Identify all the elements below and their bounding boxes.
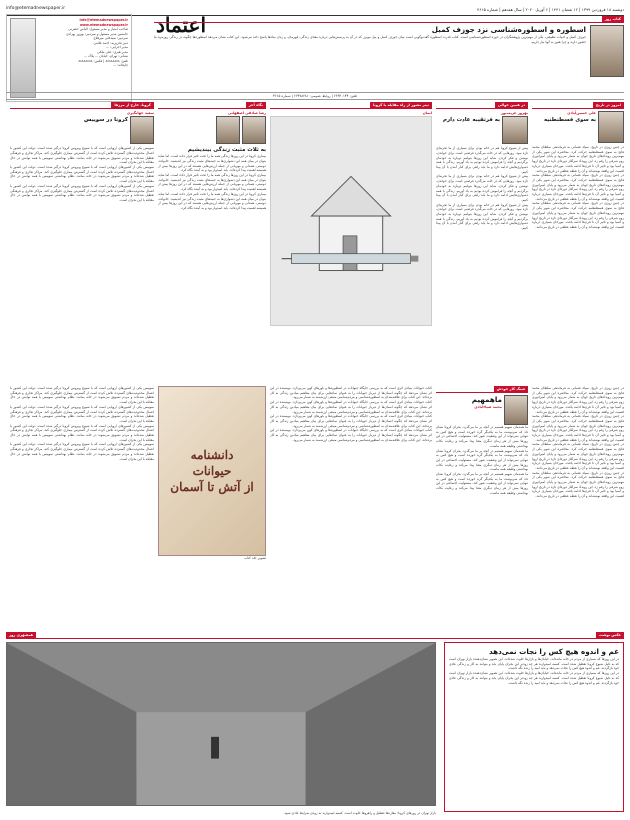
- photo-story-body: در این روزها که بسیاری از مردم در خانه مانده‌اند، خیابان‌ها و بازارها خلوت شده‌اند. این تصویر نشان‌دهنده بازار تهران است که به دلیل شیوع کرونا تعطیل شده است. کسبه امیدوارند هر چه زودتر این بحران پایان یابد و بتوانند به کار و زندگی عادی خود بازگردند. غم و اندوه هیچ کس را نجات نمی‌دهد و باید امید را زنده نگه داشت.: [449, 671, 619, 685]
- article-title[interactable]: ماهمهیم: [471, 395, 502, 404]
- section-tag: در همین حوالی: [495, 102, 528, 108]
- article-body: ما همه‌مان سهیم هستیم در آنچه بر ما می‌گذرد. بحران کرونا نشان داد که سرنوشت ما به یکدیگر گره خورده است و هیچ کس به تنهایی نمی‌تواند از این وضعیت عبور کند. مسئولیت اجتماعی در این روزها بیش از هر زمان دیگری معنا پیدا می‌کند و رعایت نکات بهداشتی وظیفه همه ماست.: [436, 472, 528, 495]
- article-body: کتاب حیوانات بنیادی اثری است که به بررسی جایگاه حیوانات در اسطوره‌ها و باورهای کهن می‌پردازد. نویسنده در این اثر نشان می‌دهد که چگونه انسان‌ها از دیرباز حیوانات را به عنوان نمادهایی برای بیان مفاهیم بنیادین زندگی به کار برده‌اند. این کتاب برای علاقه‌مندان به اسطوره‌شناسی و مردم‌شناسی منبعی ارزشمند به شمار می‌رود.: [270, 386, 432, 400]
- masthead: [6, 14, 132, 102]
- masthead-line: چاپخانه: ...: [112, 63, 128, 67]
- masthead-line: نشانی: تهران، خیابان ... پلاک ...: [83, 54, 128, 58]
- column-we-all: [436, 386, 528, 630]
- article-body: کتاب حیوانات بنیادی اثری است که به بررسی جایگاه حیوانات در اسطوره‌ها و باورهای کهن می‌پردازد. نویسنده در این اثر نشان می‌دهد که چگونه انسان‌ها از دیرباز حیوانات را به عنوان نمادهایی برای بیان مفاهیم بنیادین زندگی به کار برده‌اند. این کتاب برای علاقه‌مندان به اسطوره‌شناسی و مردم‌شناسی منبعی ارزشمند به شمار می‌رود.: [270, 428, 432, 442]
- author-photo: [502, 116, 528, 144]
- column-history: [532, 102, 624, 384]
- issue-date: دوشنبه ۱۸ فروردین ۱۳۹۹ | ۱۲ شعبان ۱۴۴۱ | ۶ آوریل ۲۰۲۰ | سال هفدهم | شماره ۴۶۱۵: [477, 6, 624, 12]
- article-body: بیماری کرونا در این روزها زندگی همه ما را تحت تاثیر قرار داده است. اما شاید بتوان در میان همه این دشواری‌ها به جنبه‌های مثبت زندگی نیز اندیشید. خانواده، دوستی، همدلی و مهربانی از جمله ارزش‌هایی هستند که در این روزها بیش از همیشه اهمیت پیدا کرده‌اند. باید امیدوار بود و به آینده نگاه کرد.: [158, 154, 266, 173]
- column-nearby: [436, 102, 528, 384]
- newspaper-logo: اعتماد: [155, 13, 207, 37]
- column-book-art: [158, 386, 266, 630]
- author-photo: [242, 116, 266, 144]
- column-book: [270, 386, 432, 630]
- photo-story-text: [444, 642, 624, 812]
- article-body: پیش از شیوع کرونا هم در خانه بودن برای بسیاری از ما تجربه‌ای تازه نبود. روزهایی که در خانه می‌گذرد فرصتی است برای خواندن، نوشتن و فکر کردن. شاید این روزها بتوانیم دوباره به خودمان برگردیم و آنچه را فراموش کرده بودیم به یاد آوریم. زندگی با همه دشواری‌هایش ادامه دارد و ما باید راهی برای کنار آمدن با آن پیدا کنیم.: [436, 202, 528, 231]
- section-tag: کرونا، خارج از مرزها: [111, 102, 154, 108]
- book-cover-art: [158, 386, 266, 556]
- art-line: از آتش تا آسمان: [170, 480, 254, 494]
- art-line: حیوانات: [192, 464, 232, 478]
- article-body: در چنین روزی در تاریخ، سپاه عثمانی به فرماندهی سلطان محمد فاتح به سوی قسطنطنیه حرکت کرد. محاصره این شهر یکی از مهم‌ترین رویدادهای تاریخ جهان به شمار می‌رود و پایان امپراتوری روم شرقی را رقم زد. این رویداد سرآغاز دوره‌ای تازه در تاریخ اروپا و آسیا بود و تاثیر آن تا قرن‌ها ادامه یافت. مورخان بسیاری درباره اهمیت این واقعه نوشته‌اند و آن را نقطه عطفی در تاریخ می‌دانند.: [532, 442, 624, 470]
- section-tag: تیتر مصور از راه مقابله با کرونا: [370, 102, 432, 108]
- author-name: علی حسین‌آبادی: [567, 111, 596, 115]
- info-strip: تلفن: ۶۶۹۴۰۱۴۴ | روابط عمومی: ۶۶۴۷۸۶۸۱ | شماره ۴۶۱۵: [6, 92, 624, 100]
- article-title[interactable]: به ثلاث مثبت زندگی بیندیشیم: [187, 147, 266, 154]
- author-name: محمد ضیاءآبادی: [474, 405, 502, 409]
- author-name: سعید جهانگیری: [126, 111, 154, 115]
- masthead-line: سردبیر: سیدعلی میرفلاح: [93, 36, 128, 40]
- author-photo: [598, 111, 624, 143]
- masthead-line: مدیر اجرایی: ...: [106, 45, 128, 49]
- article-title[interactable]: به سوی فسطنطنیه: [543, 117, 596, 124]
- author-name: بهروز غریب‌پور: [500, 111, 528, 115]
- column-cartoon: [270, 102, 432, 384]
- cartoon-illustration: [270, 116, 432, 326]
- section-tag: امروز در تاریخ: [593, 102, 624, 108]
- article-title[interactable]: کرونا در سوییس: [83, 117, 128, 124]
- article-body: سوییس یکی از کشورهای اروپایی است که با شیوع ویروس کرونا درگیر شده است. دولت این کشور با اعمال محدودیت‌های گسترده تلاش کرده است از گسترش بیماری جلوگیری کند. مراکز تجاری و فرهنگی تعطیل شده‌اند و مردم تشویق می‌شوند در خانه بمانند. نظام بهداشتی سوییس با همه توانش در حال مقابله با این بحران است.: [10, 404, 154, 423]
- column-history-cont: [532, 386, 624, 630]
- column-foreign-cont: [10, 386, 154, 630]
- photo-section: [6, 632, 624, 816]
- bazaar-scene-icon: [7, 643, 435, 805]
- middle-row: [6, 386, 624, 630]
- article-body: ما همه‌مان سهیم هستیم در آنچه بر ما می‌گذرد. بحران کرونا نشان داد که سرنوشت ما به یکدیگر گره خورده است و هیچ کس به تنهایی نمی‌تواند از این وضعیت عبور کند. مسئولیت اجتماعی در این روزها بیش از هر زمان دیگری معنا پیدا می‌کند و رعایت نکات بهداشتی وظیفه همه ماست.: [436, 425, 528, 448]
- article-body: در چنین روزی در تاریخ، سپاه عثمانی به فرماندهی سلطان محمد فاتح به سوی قسطنطنیه حرکت کرد. محاصره این شهر یکی از مهم‌ترین رویدادهای تاریخ جهان به شمار می‌رود و پایان امپراتوری روم شرقی را رقم زد. این رویداد سرآغاز دوره‌ای تازه در تاریخ اروپا و آسیا بود و تاثیر آن تا قرن‌ها ادامه یافت. مورخان بسیاری درباره اهمیت این واقعه نوشته‌اند و آن را نقطه عطفی در تاریخ می‌دانند.: [532, 470, 624, 499]
- article-body: کتاب حیوانات بنیادی اثری است که به بررسی جایگاه حیوانات در اسطوره‌ها و باورهای کهن می‌پردازد. نویسنده در این اثر نشان می‌دهد که چگونه انسان‌ها از دیرباز حیوانات را به عنوان نمادهایی برای بیان مفاهیم بنیادین زندگی به کار برده‌اند. این کتاب برای علاقه‌مندان به اسطوره‌شناسی و مردم‌شناسی منبعی ارزشمند به شمار می‌رود.: [270, 400, 432, 414]
- article-body: سوییس یکی از کشورهای اروپایی است که با شیوع ویروس کرونا درگیر شده است. دولت این کشور با اعمال محدودیت‌های گسترده تلاش کرده است از گسترش بیماری جلوگیری کند. مراکز تجاری و فرهنگی تعطیل شده‌اند و مردم تشویق می‌شوند در خانه بمانند. نظام بهداشتی سوییس با همه توانش در حال مقابله با این بحران است.: [10, 183, 154, 202]
- section-tag: نگاه آخر: [246, 102, 266, 108]
- article-body: سوییس یکی از کشورهای اروپایی است که با شیوع ویروس کرونا درگیر شده است. دولت این کشور با اعمال محدودیت‌های گسترده تلاش کرده است از گسترش بیماری جلوگیری کند. مراکز تجاری و فرهنگی تعطیل شده‌اند و مردم تشویق می‌شوند در خانه بمانند. نظام بهداشتی سوییس با همه توانش در حال مقابله با این بحران است.: [10, 386, 154, 405]
- photo-caption: بازار تهران در روزهای کرونا؛ مغازه‌ها تعطیل و راهروها خلوت است. کسبه امیدوارند به زودی شرایط عادی شود.: [283, 811, 436, 816]
- article-body: ما همه‌مان سهیم هستیم در آنچه بر ما می‌گذرد. بحران کرونا نشان داد که سرنوشت ما به یکدیگر گره خورده است و هیچ کس به تنهایی نمی‌تواند از این وضعیت عبور کند. مسئولیت اجتماعی در این روزها بیش از هر زمان دیگری معنا پیدا می‌کند و رعایت نکات بهداشتی وظیفه همه ماست.: [436, 448, 528, 472]
- author-photo: [130, 116, 154, 144]
- masthead-image: [10, 18, 36, 98]
- art-line: دانشنامه: [190, 448, 234, 462]
- article-body: در چنین روزی در تاریخ، سپاه عثمانی به فرماندهی سلطان محمد فاتح به سوی قسطنطنیه حرکت کرد. محاصره این شهر یکی از مهم‌ترین رویدادهای تاریخ جهان به شمار می‌رود و پایان امپراتوری روم شرقی را رقم زد. این رویداد سرآغاز دوره‌ای تازه در تاریخ اروپا و آسیا بود و تاثیر آن تا قرن‌ها ادامه یافت. مورخان بسیاری درباره اهمیت این واقعه نوشته‌اند و آن را نقطه عطفی در تاریخ می‌دانند.: [532, 145, 624, 173]
- masthead-line: جانشین مدیر مسئول و سردبیر: بهروز بهزادی: [66, 31, 128, 36]
- masthead-line: تلفن: ۸۸۸۸۸۸۸۸ | فکس: ۸۸۸۸۸۸۸۸: [78, 58, 128, 63]
- article-body: در چنین روزی در تاریخ، سپاه عثمانی به فرماندهی سلطان محمد فاتح به سوی قسطنطنیه حرکت کرد. محاصره این شهر یکی از مهم‌ترین رویدادهای تاریخ جهان به شمار می‌رود و پایان امپراتوری روم شرقی را رقم زد. این رویداد سرآغاز دوره‌ای تازه در تاریخ اروپا و آسیا بود و تاثیر آن تا قرن‌ها ادامه یافت. مورخان بسیاری درباره اهمیت این واقعه نوشته‌اند و آن را نقطه عطفی در تاریخ می‌دانند.: [532, 414, 624, 442]
- columns-row: [6, 102, 624, 384]
- column-foreign: [10, 102, 154, 384]
- masthead-line: صاحب امتیاز و مدیر مسئول: الیاس حضرتی: [68, 27, 128, 31]
- header-email[interactable]: info@etemadnewspaper.ir: [6, 6, 66, 12]
- photo-story-body: در این روزها که بسیاری از مردم در خانه مانده‌اند، خیابان‌ها و بازارها خلوت شده‌اند. این تصویر نشان‌دهنده بازار تهران است که به دلیل شیوع کرونا تعطیل شده است. کسبه امیدوارند هر چه زودتر این بحران پایان یابد و بتوانند به کار و زندگی عادی خود بازگردند. غم و اندوه هیچ کس را نجات نمی‌دهد و باید امید را زنده نگه داشت.: [449, 657, 619, 671]
- top-story: [154, 16, 624, 92]
- author-photo: [590, 25, 624, 77]
- masthead-line: دبیر تحریریه: احمد غلامی: [93, 40, 128, 45]
- photo-story-title[interactable]: غم و اندوه هیچ کس را نجات نمی‌دهد: [488, 647, 619, 656]
- article-body: سوییس یکی از کشورهای اروپایی است که با شیوع ویروس کرونا درگیر شده است. دولت این کشور با اعمال محدودیت‌های گسترده تلاش کرده است از گسترش بیماری جلوگیری کند. مراکز تجاری و فرهنگی تعطیل شده‌اند و مردم تشویق می‌شوند در خانه بمانند. نظام بهداشتی سوییس با همه توانش در حال مقابله با این بحران است.: [10, 423, 154, 442]
- author-name: ایمان: [422, 111, 432, 115]
- author-photo: [504, 395, 528, 425]
- masthead-text: [39, 18, 128, 68]
- article-body: پیش از شیوع کرونا هم در خانه بودن برای بسیاری از ما تجربه‌ای تازه نبود. روزهایی که در خانه می‌گذرد فرصتی است برای خواندن، نوشتن و فکر کردن. شاید این روزها بتوانیم دوباره به خودمان برگردیم و آنچه را فراموش کرده بودیم به یاد آوریم. زندگی با همه دشواری‌هایش ادامه دارد و ما باید راهی برای کنار آمدن با آن پیدا کنیم.: [436, 146, 528, 174]
- art-caption: تصویر جلد کتاب: [244, 556, 266, 560]
- section-tag: کتاب روز: [602, 16, 624, 22]
- article-title[interactable]: به فرتقیبه عادت دارم: [443, 117, 500, 124]
- article-body: در چنین روزی در تاریخ، سپاه عثمانی به فرماندهی سلطان محمد فاتح به سوی قسطنطنیه حرکت کرد. محاصره این شهر یکی از مهم‌ترین رویدادهای تاریخ جهان به شمار می‌رود و پایان امپراتوری روم شرقی را رقم زد. این رویداد سرآغاز دوره‌ای تازه در تاریخ اروپا و آسیا بود و تاثیر آن تا قرن‌ها ادامه یافت. مورخان بسیاری درباره اهمیت این واقعه نوشته‌اند و آن را نقطه عطفی در تاریخ می‌دانند.: [532, 386, 624, 414]
- article-body: در چنین روزی در تاریخ، سپاه عثمانی به فرماندهی سلطان محمد فاتح به سوی قسطنطنیه حرکت کرد. محاصره این شهر یکی از مهم‌ترین رویدادهای تاریخ جهان به شمار می‌رود و پایان امپراتوری روم شرقی را رقم زد. این رویداد سرآغاز دوره‌ای تازه در تاریخ اروپا و آسیا بود و تاثیر آن تا قرن‌ها ادامه یافت. مورخان بسیاری درباره اهمیت این واقعه نوشته‌اند و آن را نقطه عطفی در تاریخ می‌دانند.: [532, 201, 624, 229]
- top-story-title[interactable]: اسطوره و اسطوره‌شناسی نزد جوزف کمبل: [431, 25, 586, 34]
- section-tag: عکس نوشت: [596, 632, 624, 638]
- syringe-house-icon: [271, 117, 431, 325]
- article-body: پیش از شیوع کرونا هم در خانه بودن برای بسیاری از ما تجربه‌ای تازه نبود. روزهایی که در خانه می‌گذرد فرصتی است برای خواندن، نوشتن و فکر کردن. شاید این روزها بتوانیم دوباره به خودمان برگردیم و آنچه را فراموش کرده بودیم به یاد آوریم. زندگی با همه دشواری‌هایش ادامه دارد و ما باید راهی برای کنار آمدن با آن پیدا کنیم.: [436, 174, 528, 202]
- article-body: سوییس یکی از کشورهای اروپایی است که با شیوع ویروس کرونا درگیر شده است. دولت این کشور با اعمال محدودیت‌های گسترده تلاش کرده است از گسترش بیماری جلوگیری کند. مراکز تجاری و فرهنگی تعطیل شده‌اند و مردم تشویق می‌شوند در خانه بمانند. نظام بهداشتی سوییس با همه توانش در حال مقابله با این بحران است.: [10, 165, 154, 184]
- article-body: سوییس یکی از کشورهای اروپایی است که با شیوع ویروس کرونا درگیر شده است. دولت این کشور با اعمال محدودیت‌های گسترده تلاش کرده است از گسترش بیماری جلوگیری کند. مراکز تجاری و فرهنگی تعطیل شده‌اند و مردم تشویق می‌شوند در خانه بمانند. نظام بهداشتی سوییس با همه توانش در حال مقابله با این بحران است.: [10, 146, 154, 165]
- top-story-body: جوزف کمبل و ادبیات تطبیقی، یکی از مهم‌ترین پژوهشگران در حوزه اسطوره‌شناسی است. کتاب قدرت اسطوره گفت‌وگویی است میان جوزف کمبل و بیل مویرز که در آن به پرسش‌هایی درباره معنای زندگی، قهرمان، و زبان نمادها پاسخ داده می‌شود. این کتاب نشان می‌دهد اسطوره‌ها چگونه در زندگی روزمره ما حضور دارند و چرا هنوز به آنها نیاز داریم.: [154, 35, 586, 44]
- section-tag: همشهری روز: [6, 632, 36, 638]
- article-body: بیماری کرونا در این روزها زندگی همه ما را تحت تاثیر قرار داده است. اما شاید بتوان در میان همه این دشواری‌ها به جنبه‌های مثبت زندگی نیز اندیشید. خانواده، دوستی، همدلی و مهربانی از جمله ارزش‌هایی هستند که در این روزها بیش از همیشه اهمیت پیدا کرده‌اند. باید امیدوار بود و به آینده نگاه کرد.: [158, 173, 266, 192]
- article-body: بیماری کرونا در این روزها زندگی همه ما را تحت تاثیر قرار داده است. اما شاید بتوان در میان همه این دشواری‌ها به جنبه‌های مثبت زندگی نیز اندیشید. خانواده، دوستی، همدلی و مهربانی از جمله ارزش‌هایی هستند که در این روزها بیش از همیشه اهمیت پیدا کرده‌اند. باید امیدوار بود و به آینده نگاه کرد.: [158, 191, 266, 210]
- column-last-look: [158, 102, 266, 384]
- article-body: کتاب حیوانات بنیادی اثری است که به بررسی جایگاه حیوانات در اسطوره‌ها و باورهای کهن می‌پردازد. نویسنده در این اثر نشان می‌دهد که چگونه انسان‌ها از دیرباز حیوانات را به عنوان نمادهایی برای بیان مفاهیم بنیادین زندگی به کار برده‌اند. این کتاب برای علاقه‌مندان به اسطوره‌شناسی و مردم‌شناسی منبعی ارزشمند به شمار می‌رود.: [270, 414, 432, 428]
- section-tag: شنگ کار خودش: [494, 386, 528, 392]
- masthead-website[interactable]: www.etemadnewspaper.ir: [79, 22, 128, 27]
- masthead-line: مدیر هنری: علی ملکی: [97, 49, 128, 54]
- bazaar-photo: [6, 642, 436, 806]
- article-body: سوییس یکی از کشورهای اروپایی است که با شیوع ویروس کرونا درگیر شده است. دولت این کشور با اعمال محدودیت‌های گسترده تلاش کرده است از گسترش بیماری جلوگیری کند. مراکز تجاری و فرهنگی تعطیل شده‌اند و مردم تشویق می‌شوند در خانه بمانند. نظام بهداشتی سوییس با همه توانش در حال مقابله با این بحران است.: [10, 442, 154, 461]
- masthead-email[interactable]: info@etemadnewspaper.ir: [79, 18, 128, 22]
- author-photo: [216, 116, 240, 144]
- article-body: در چنین روزی در تاریخ، سپاه عثمانی به فرماندهی سلطان محمد فاتح به سوی قسطنطنیه حرکت کرد. محاصره این شهر یکی از مهم‌ترین رویدادهای تاریخ جهان به شمار می‌رود و پایان امپراتوری روم شرقی را رقم زد. این رویداد سرآغاز دوره‌ای تازه در تاریخ اروپا و آسیا بود و تاثیر آن تا قرن‌ها ادامه یافت. مورخان بسیاری درباره اهمیت این واقعه نوشته‌اند و آن را نقطه عطفی در تاریخ می‌دانند.: [532, 173, 624, 201]
- author-name: رضا صادقی اصفهانی: [227, 111, 266, 115]
